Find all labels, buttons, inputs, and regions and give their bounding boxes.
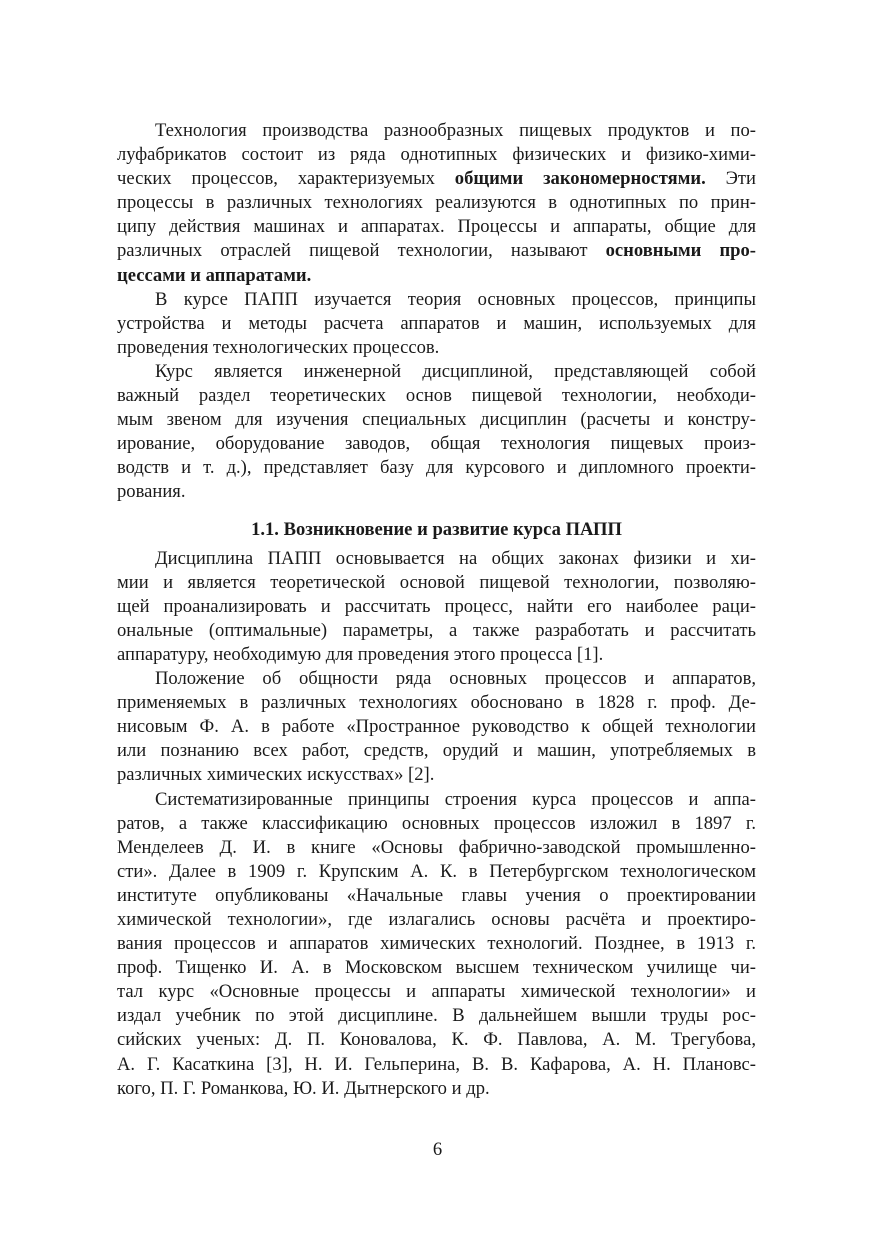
section-heading: 1.1. Возникновение и развитие курса ПАПП (251, 518, 622, 540)
text-line: устройства и методы расчета аппаратов и машин, используемых для (117, 312, 756, 334)
text-line: или познанию всех работ, средств, орудий и машин, употребляемых в (117, 740, 756, 762)
paragraph-course-role (117, 360, 756, 505)
text-line: нисовым Ф. А. в работе «Пространное руководство к общей технологии (117, 716, 756, 738)
text-line: институте опубликованы «Начальные главы учения о проектировании (117, 884, 756, 906)
text-line: проф. Тищенко И. А. в Московском высшем техническом училище чи- (117, 957, 756, 979)
paragraph-intro (117, 119, 756, 288)
text-line: ратов, а также классификацию основных процессов изложил в 1897 г. (117, 812, 756, 834)
text-line: Менделеев Д. И. в книге «Основы фабрично-заводской промышленно- (117, 836, 756, 858)
text-line: проведения технологических процессов. (117, 336, 440, 358)
text-line: рования. (117, 481, 186, 503)
text-line: водств и т. д.), представляет базу для курсового и дипломного проекти- (117, 457, 756, 479)
text-line: ирование, оборудование заводов, общая технология пищевых произ- (117, 433, 756, 455)
text-line: аппаратуру, необходимую для проведения этого процесса [1]. (117, 643, 604, 665)
bold-term: цессами и аппаратами. (117, 264, 312, 286)
text-line: процессы в различных технологиях реализуются в однотипных по прин- (117, 192, 756, 214)
text-line: важный раздел теоретических основ пищевой технологии, необходи- (117, 385, 756, 407)
paragraph-course-content (117, 288, 756, 360)
text-line: различных химических искусствах» [2]. (117, 764, 435, 786)
bold-term: основными про- (605, 240, 756, 262)
text-line: мии и является теоретической основой пищевой технологии, позволяю- (117, 571, 756, 593)
text-line: Положение об общности ряда основных процессов и аппаратов, (155, 668, 756, 690)
text-line: сийских ученых: Д. П. Коновалова, К. Ф. Павлова, А. М. Трегубова, (117, 1029, 756, 1051)
text-line: мым звеном для изучения специальных дисциплин (расчеты и констру- (117, 409, 756, 431)
bold-term: общими закономерностями. (454, 168, 706, 190)
text-line: Технология производства разнообразных пищевых продуктов и по- (155, 120, 756, 141)
paragraph-history-later (117, 788, 756, 1101)
text-line: тал курс «Основные процессы и аппараты химической технологии» и (117, 981, 756, 1003)
text-line: ципу действия машинах и аппаратах. Процессы и аппараты, общие для (117, 216, 756, 238)
paragraph-history-1828 (117, 667, 756, 787)
text-line: А. Г. Касаткина [3], Н. И. Гельперина, В. В. Кафарова, А. Н. Плановс- (117, 1053, 756, 1075)
text-line: ональные (оптимальные) параметры, а также разработать и рассчитать (117, 619, 756, 641)
text-line: Курс является инженерной дисциплиной, представляющей собой (155, 360, 756, 382)
text-line: В курсе ПАПП изучается теория основных процессов, принципы (155, 288, 756, 310)
text-line: Систематизированные принципы строения курса процессов и аппа- (155, 788, 756, 810)
text-line: сти». Далее в 1909 г. Крупским А. К. в Петербургском технологическом (117, 860, 756, 882)
text-line: вания процессов и аппаратов химических технологий. Позднее, в 1913 г. (117, 933, 756, 955)
text-line: кого, П. Г. Романкова, Ю. И. Дытнерского и др. (117, 1077, 490, 1099)
text-line: различных отраслей пищевой технологии, называют основными про- (117, 240, 756, 262)
text-line (117, 264, 756, 288)
text-line: луфабрикатов состоит из ряда однотипных физических и физико-хими- (117, 144, 756, 166)
text-line: Дисциплина ПАПП основывается на общих законах физики и хи- (155, 547, 756, 569)
paragraph-discipline (117, 547, 756, 667)
page-body (117, 119, 756, 1101)
text-line: ческих процессов, характеризуемых общими закономерностями. Эти (117, 168, 757, 190)
page-number: 6 (432, 1139, 443, 1160)
text-line: щей проанализировать и рассчитать процесс, найти его наиболее раци- (117, 595, 756, 617)
text-line: издал учебник по этой дисциплине. В дальнейшем вышли труды рос- (117, 1005, 756, 1027)
text-line: применяемых в различных технологиях обосновано в 1828 г. проф. Де- (117, 692, 756, 714)
text-line: химической технологии», где излагались основы расчёта и проектиро- (117, 909, 756, 930)
